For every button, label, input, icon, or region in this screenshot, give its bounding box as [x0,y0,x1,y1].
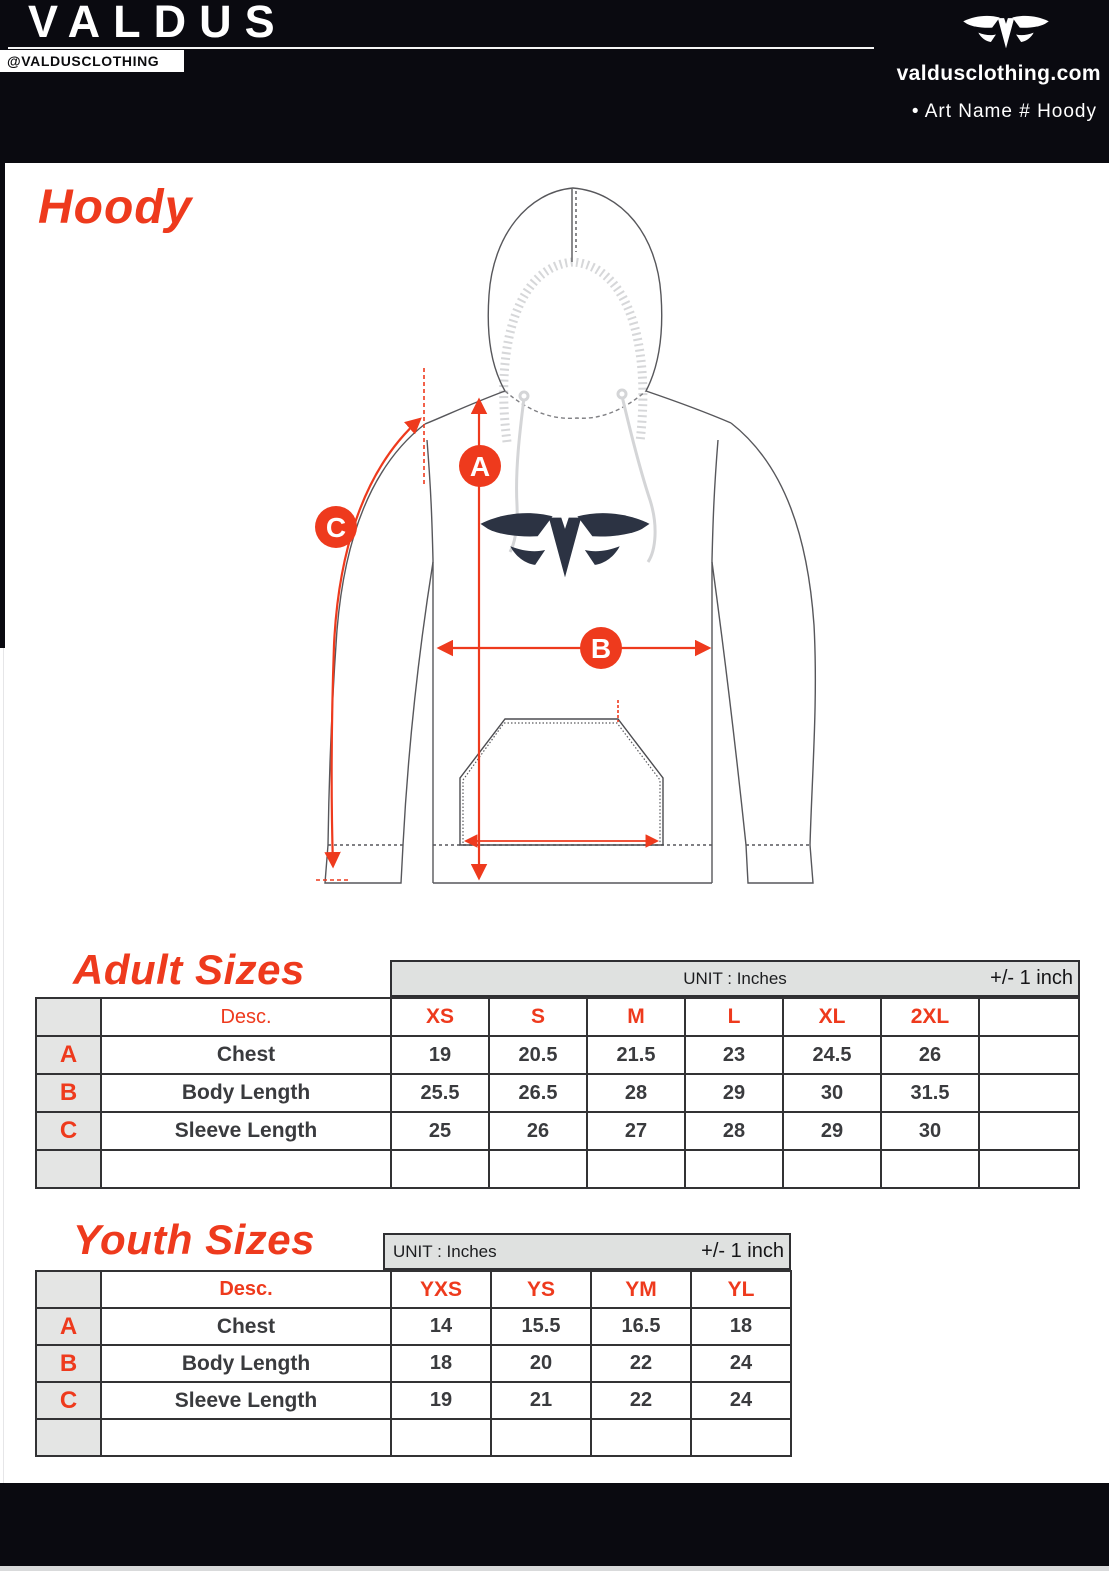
value-cell: 26 [881,1036,979,1074]
empty-cell [591,1419,691,1456]
empty-cell [489,1150,587,1188]
page-title: Hoody [38,181,193,234]
value-cell: 18 [391,1345,491,1382]
value-cell: 21 [491,1382,591,1419]
measurement-badges [315,445,622,669]
youth-unit-banner [383,1233,791,1270]
table-row [36,1308,791,1345]
brand-wordmark: VALDUS [28,0,288,47]
website-text: valdusclothing.com [896,62,1101,85]
value-cell: 30 [881,1112,979,1150]
empty-label-cell [36,1150,101,1188]
value-cell: 28 [587,1074,685,1112]
row-label-cell: A [36,1036,101,1074]
hood-ribbing [504,262,643,442]
adult-unit-label: UNIT : Inches [683,969,787,988]
table-row [36,1074,1079,1112]
value-cell: 18 [691,1308,791,1345]
row-label-cell: C [36,1112,101,1150]
measurement-arrows [316,368,709,880]
measure-name-cell: Chest [101,1036,391,1074]
value-cell: 28 [685,1112,783,1150]
value-cell: 26 [489,1112,587,1150]
empty-label-cell [36,1419,101,1456]
empty-cell [101,1150,391,1188]
youth-size-table [35,1270,792,1457]
adult-tolerance-label: +/- 1 inch [990,967,1073,989]
empty-cell [587,1150,685,1188]
empty-header-cell [979,998,1079,1036]
empty-cell [691,1419,791,1456]
row-label-cell: A [36,1308,101,1345]
desc-header-cell: Desc. [101,998,391,1036]
value-cell: 31.5 [881,1074,979,1112]
value-cell: 24.5 [783,1036,881,1074]
adult-sizes-title: Adult Sizes [73,946,305,993]
value-cell: 14 [391,1308,491,1345]
value-cell: 19 [391,1036,489,1074]
hoodie-measurement-diagram [300,170,830,910]
youth-sizes-title: Youth Sizes [73,1216,315,1263]
size-header-cell: YS [491,1271,591,1308]
value-cell: 24 [691,1345,791,1382]
table-row [36,1150,1079,1188]
valdus-wing-icon [962,10,1050,54]
empty-cell [491,1419,591,1456]
table-row [36,1419,791,1456]
empty-cell [685,1150,783,1188]
measure-name-cell: Sleeve Length [101,1382,391,1419]
value-cell: 25.5 [391,1074,489,1112]
value-cell: 30 [783,1074,881,1112]
value-cell: 29 [685,1074,783,1112]
value-cell: 19 [391,1382,491,1419]
value-cell: 15.5 [491,1308,591,1345]
adult-size-table [35,997,1080,1189]
footer-bottom-strip [0,1566,1109,1571]
value-cell: 26.5 [489,1074,587,1112]
footer-bar [0,1483,1109,1566]
row-label-cell: B [36,1345,101,1382]
value-cell: 21.5 [587,1036,685,1074]
adult-unit-banner [390,960,1080,997]
size-header-cell: XL [783,998,881,1036]
empty-cell [979,1150,1079,1188]
size-header-cell: L [685,998,783,1036]
value-cell: 24 [691,1382,791,1419]
empty-cell [391,1419,491,1456]
chest-logo [480,513,649,577]
size-header-cell: YXS [391,1271,491,1308]
table-row [36,1271,791,1308]
art-name-line: • Art Name # Hoody [911,101,1097,122]
header-bar [0,0,1109,163]
row-label-cell: C [36,1382,101,1419]
measure-name-cell: Body Length [101,1074,391,1112]
badge-c-label: C [325,512,347,543]
left-edge-line [3,648,4,1483]
corner-cell [36,998,101,1036]
desc-header-cell: Desc. [101,1271,391,1308]
value-cell: 22 [591,1345,691,1382]
empty-value-cell [979,1074,1079,1112]
table-row [36,1345,791,1382]
value-cell: 29 [783,1112,881,1150]
value-cell: 27 [587,1112,685,1150]
corner-cell [36,1271,101,1308]
badge-a-label: A [469,451,491,482]
empty-cell [101,1419,391,1456]
size-header-cell: M [587,998,685,1036]
size-header-cell: YM [591,1271,691,1308]
size-header-cell: XS [391,998,489,1036]
empty-cell [881,1150,979,1188]
measure-name-cell: Sleeve Length [101,1112,391,1150]
kangaroo-pocket [460,719,663,845]
table-row [36,1036,1079,1074]
youth-tolerance-label: +/- 1 inch [701,1240,784,1262]
size-header-cell: S [489,998,587,1036]
value-cell: 22 [591,1382,691,1419]
value-cell: 25 [391,1112,489,1150]
social-handle: @VALDUSCLOTHING [0,50,184,72]
value-cell: 20.5 [489,1036,587,1074]
youth-unit-label: UNIT : Inches [393,1242,497,1261]
empty-value-cell [979,1112,1079,1150]
brand-underline [8,47,874,49]
value-cell: 16.5 [591,1308,691,1345]
measure-name-cell: Body Length [101,1345,391,1382]
measure-name-cell: Chest [101,1308,391,1345]
left-edge-strip [0,163,5,648]
badge-b-label: B [590,633,612,664]
empty-value-cell [979,1036,1079,1074]
empty-cell [783,1150,881,1188]
table-row [36,1112,1079,1150]
row-label-cell: B [36,1074,101,1112]
table-row [36,998,1079,1036]
empty-cell [391,1150,489,1188]
table-row [36,1382,791,1419]
size-header-cell: YL [691,1271,791,1308]
value-cell: 20 [491,1345,591,1382]
value-cell: 23 [685,1036,783,1074]
size-header-cell: 2XL [881,998,979,1036]
